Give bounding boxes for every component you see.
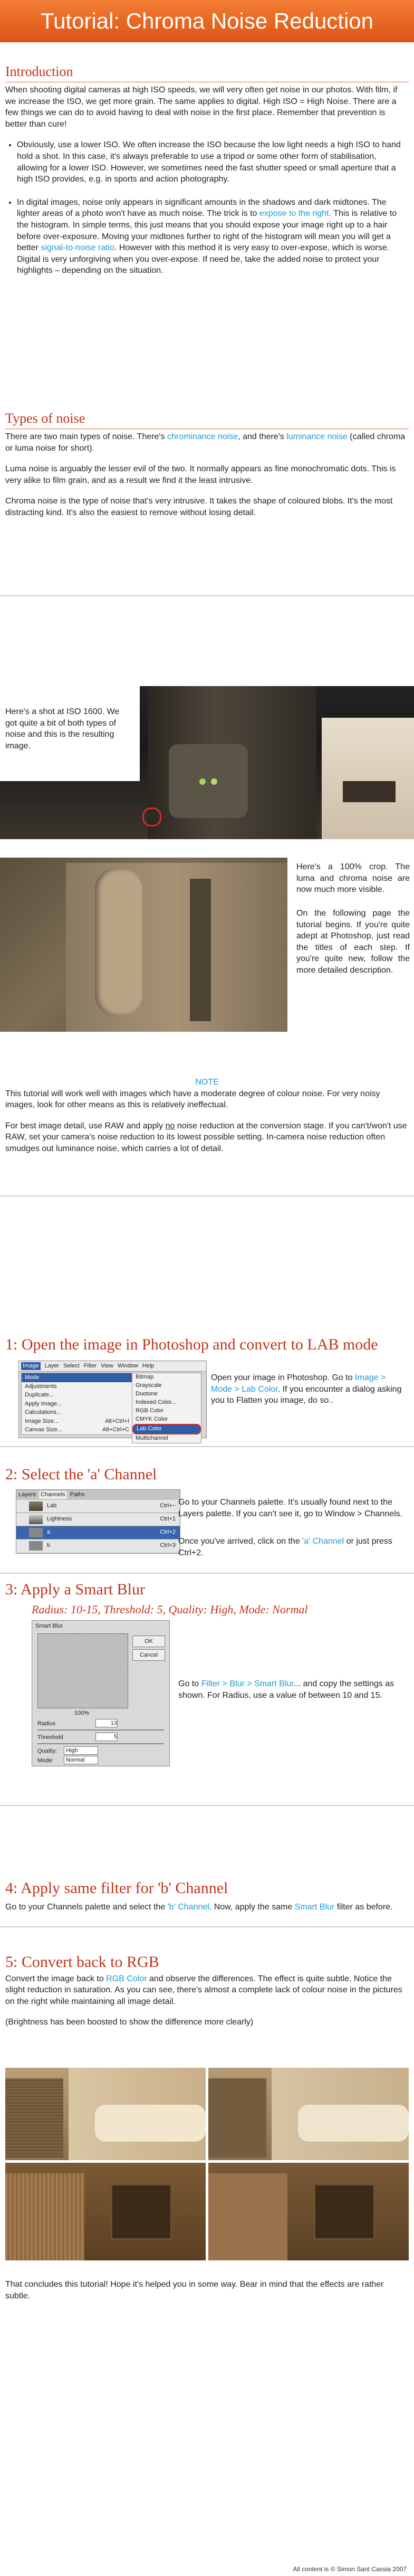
page-title: Tutorial: Chroma Noise Reduction — [40, 8, 374, 33]
rgb-color-link[interactable]: RGB Color — [106, 1974, 147, 1983]
menu-window[interactable]: Window — [117, 1363, 138, 1369]
a-channel-link[interactable]: 'a' Channel — [302, 1537, 344, 1546]
conclusion-text: That concludes this tutorial! Hope it's helped you in some way. Bear in mind that the effects are rather subtle. — [5, 2280, 384, 2301]
ok-button[interactable]: OK — [132, 1636, 165, 1647]
tab-channels[interactable]: Channels — [39, 1491, 66, 1499]
tab-layers[interactable]: Layers — [18, 1491, 36, 1498]
copyright-footer: All content is © Simon Sant Cassia 2007 — [293, 2565, 407, 2573]
menu-item-duplicate[interactable]: Duplicate... — [25, 1392, 54, 1398]
introduction-heading: Introduction — [5, 62, 409, 82]
step4-heading: 4: Apply same filter for 'b' Channel — [5, 1879, 228, 1897]
expose-right-link[interactable]: expose to the right. — [259, 209, 331, 218]
zoom-level: 100% — [74, 1710, 90, 1716]
quality-label: Quality: — [37, 1748, 57, 1754]
mode-multichannel[interactable]: Multichannel — [136, 1434, 168, 1441]
tip-lower-iso: • Obviously, use a lower ISO. We often increase the ISO because the low light needs a high ISO to hand hold a shot. In this case, it's always preferable to use a tripod or some other form of stabilisation, allowing for a lower ISO. However, we sometimes need the fast shutter speed or small aperture that a high ISO provides, e.g. in sports and action photography. — [17, 139, 409, 185]
step4-section — [5, 1878, 409, 1913]
step3-subheading: Radius: 10-15, Threshold: 5, Quality: High, Mode: Normal — [32, 1602, 308, 1616]
types-of-noise-section — [5, 409, 409, 519]
mode-indexed[interactable]: Indexed Color... — [136, 1399, 177, 1405]
threshold-slider[interactable] — [37, 1743, 164, 1744]
b-channel-link[interactable]: 'b' Channel — [167, 1902, 209, 1912]
dialog-title: Smart Blur — [35, 1623, 63, 1629]
mode-rgb[interactable]: RGB Color — [136, 1407, 164, 1414]
raw-advice: For best image detail, use RAW and apply no noise reduction at the conversion stage. If you can't/won't use RAW, set your camera's noise reduction to its lowest possible setting. In-camera noise reduction often smudges out luminance noise, which carries a lot of detail. — [5, 1121, 407, 1153]
before-image-1 — [5, 2068, 206, 2160]
step3-heading: 3: Apply a Smart Blur — [5, 1581, 145, 1598]
step5-heading: 5: Convert back to RGB — [5, 1953, 159, 1971]
smart-blur-link-2[interactable]: Smart Blur — [294, 1902, 335, 1912]
mode-cmyk[interactable]: CMYK Color — [136, 1415, 168, 1422]
mode-bitmap[interactable]: Bitmap — [136, 1374, 154, 1380]
menu-item-apply-image[interactable]: Apply Image... — [25, 1400, 62, 1407]
mode-select[interactable]: Normal — [64, 1756, 98, 1764]
signal-to-noise-link[interactable]: signal-to-noise ratio — [41, 243, 114, 253]
radius-slider[interactable] — [37, 1729, 164, 1731]
step2-section — [5, 1464, 409, 1486]
introduction-text: When shooting digital cameras at high ISO speeds, we will very often get noise in our photos. With film, if we increase the ISO, we get more grain. The same applies to digital. High ISO = High Noise. There are a few things we can do to avoid having to deal with noise in the first place. Remember that prevention is better than cure! — [5, 85, 398, 129]
menu-image[interactable]: Image — [21, 1362, 41, 1370]
divider — [0, 1195, 414, 1196]
mode-duotone[interactable]: Duotone — [136, 1390, 158, 1397]
threshold-label: Threshold — [37, 1734, 63, 1741]
divider — [0, 1446, 414, 1447]
menu-item-adjustments[interactable]: Adjustments — [25, 1383, 57, 1390]
menu-item-mode[interactable]: Mode — [22, 1373, 132, 1382]
radius-input[interactable]: 13 — [95, 1719, 118, 1727]
threshold-input[interactable]: 5 — [95, 1733, 118, 1741]
menu-layer[interactable]: Layer — [44, 1363, 60, 1369]
cancel-button[interactable]: Cancel — [132, 1649, 165, 1661]
step2-text1: Go to your Channels palette. It's usually found next to the Layers palette. If you can't see it, go to Window > Channels. — [178, 1498, 403, 1518]
title-banner — [0, 0, 414, 42]
smart-blur-link[interactable]: Filter > Blur > Smart Blur — [201, 1679, 294, 1688]
radius-label: Radius — [37, 1720, 56, 1727]
step1-heading: 1: Open the image in Photoshop and convert to LAB mode — [5, 1336, 378, 1353]
quality-select[interactable]: High — [64, 1746, 98, 1755]
chrominance-noise-link[interactable]: chrominance noise — [167, 432, 238, 442]
divider — [0, 1573, 414, 1574]
channel-row-lightness[interactable]: Lightness Ctrl+1 — [16, 1513, 180, 1526]
channel-row-a[interactable]: a Ctrl+2 — [16, 1526, 180, 1539]
menu-item-image-size[interactable]: Image Size... Alt+Ctrl+I — [25, 1418, 129, 1424]
smart-blur-dialog — [32, 1620, 170, 1766]
step5-text: Convert the image back to RGB Color and observe the differences. The effect is quite subtle. Notice the slight reduction in saturation. As you can see, there's almost a complete lack of colour noise in the pictures on the right while maintaining all image detail. — [5, 1974, 402, 2006]
conclusion-section — [5, 2279, 409, 2302]
crop-photo — [0, 858, 287, 1032]
lab-color-link[interactable]: Image > Mode > Lab Color — [211, 1373, 386, 1394]
shot-caption: Here's a shot at ISO 1600. We got quite a bit of both types of noise and this is the resulting image. — [5, 707, 120, 750]
luma-noise-text: Luma noise is arguably the lesser evil of the two. It normally appears as fine monochromatic dots. This is very alike to film grain, and as a result we find it the least intrusive. — [5, 464, 396, 485]
image-menu-list — [21, 1373, 133, 1435]
note-text: This tutorial will work well with images which have a moderate degree of colour noise. For very noisy images, look for other means as this is relatively ineffectual. — [5, 1089, 380, 1110]
mode-label: Mode: — [37, 1757, 54, 1764]
divider — [0, 1926, 414, 1927]
luminance-noise-link[interactable]: luminance noise — [286, 432, 348, 442]
step1-text: Open your image in Photoshop. Go to Image > Mode > Lab Color. If you encounter a dialog asking you to Flatten you image, do so.. — [211, 1373, 402, 1405]
step1-section — [5, 1334, 409, 1356]
note-label: NOTE — [195, 1078, 219, 1087]
types-heading: Types of noise — [5, 409, 409, 429]
step2-heading: 2: Select the 'a' Channel — [5, 1466, 157, 1483]
menu-select[interactable]: Select — [63, 1363, 80, 1369]
tip-expose-right: • In digital images, noise only appears in significant amounts in the shadows and dark midtones. The lighter areas of a photo won't have as much noise. The trick is to expose to the right. This is relative to the histogram. In simple terms, this just means that you should expose your image right up to a hair before over-exposure. Moving your midtones further to right of the histogram will mean you will get a better signal-to-noise ratio. However with this method it is very easy to over-expose, which is worse. Digital is very unforgiving when you over-expose. If need be, take the added noise to protect your highlights – depending on the situation. — [17, 197, 409, 277]
tips-list — [5, 139, 409, 277]
mode-submenu — [132, 1373, 201, 1443]
note-section — [5, 1077, 409, 1155]
menu-view[interactable]: View — [101, 1363, 113, 1369]
channels-palette — [16, 1489, 180, 1554]
menu-item-canvas-size[interactable]: Canvas Size... Alt+Ctrl+C — [25, 1427, 129, 1433]
introduction-section — [5, 62, 409, 288]
menu-help[interactable]: Help — [142, 1363, 155, 1369]
channel-row-b[interactable]: b Ctrl+3 — [16, 1539, 180, 1552]
divider — [0, 1805, 414, 1806]
mode-lab[interactable]: Lab Color — [132, 1424, 201, 1434]
image-mode-menu — [18, 1361, 207, 1441]
before-image-2 — [5, 2163, 206, 2260]
menu-bar — [19, 1361, 206, 1372]
step3-section — [5, 1579, 409, 1617]
after-image-2 — [208, 2163, 409, 2260]
palette-tabs — [16, 1490, 180, 1500]
step2-text2: Once you've arrived, click on the 'a' Channel or just press Ctrl+2. — [178, 1537, 392, 1557]
preview-pane — [37, 1633, 128, 1708]
mode-grayscale[interactable]: Grayscale — [136, 1382, 162, 1389]
step5-section — [5, 1952, 409, 2028]
next-page-caption: On the following page the tutorial begins. If you're quite adept at Photoshop, just read the titles of each step. If you're quite new, follow the more detailed description. — [296, 909, 410, 975]
chroma-noise-text: Chroma noise is the type of noise that's very intrusive. It takes the shape of coloured blobs. It's the most distracting kind. It's also the easiest to remove without losing detail. — [5, 497, 393, 518]
crop-caption: Here's a 100% crop. The luma and chroma noise are now much more visible. — [296, 862, 410, 895]
brightness-note: (Brightness has been boosted to show the difference more clearly) — [5, 2018, 254, 2027]
divider — [0, 595, 414, 596]
menu-item-calculations[interactable]: Calculations... — [25, 1409, 62, 1415]
tab-paths[interactable]: Paths — [70, 1491, 85, 1498]
step4-text: Go to your Channels palette and select the 'b' Channel. Now, apply the same Smart Blur filter as before. — [5, 1902, 393, 1912]
step3-text: Go to Filter > Blur > Smart Blur... and copy the settings as shown. For Radius, use a value of between 10 and 15. — [178, 1679, 394, 1700]
channel-row-lab[interactable]: Lab Ctrl+~ — [16, 1500, 180, 1513]
types-intro: There are two main types of noise. There's chrominance noise, and there's luminance noise (called chroma or luma noise for short). — [5, 432, 406, 453]
menu-filter[interactable]: Filter — [83, 1363, 97, 1369]
after-image-1 — [208, 2068, 409, 2160]
